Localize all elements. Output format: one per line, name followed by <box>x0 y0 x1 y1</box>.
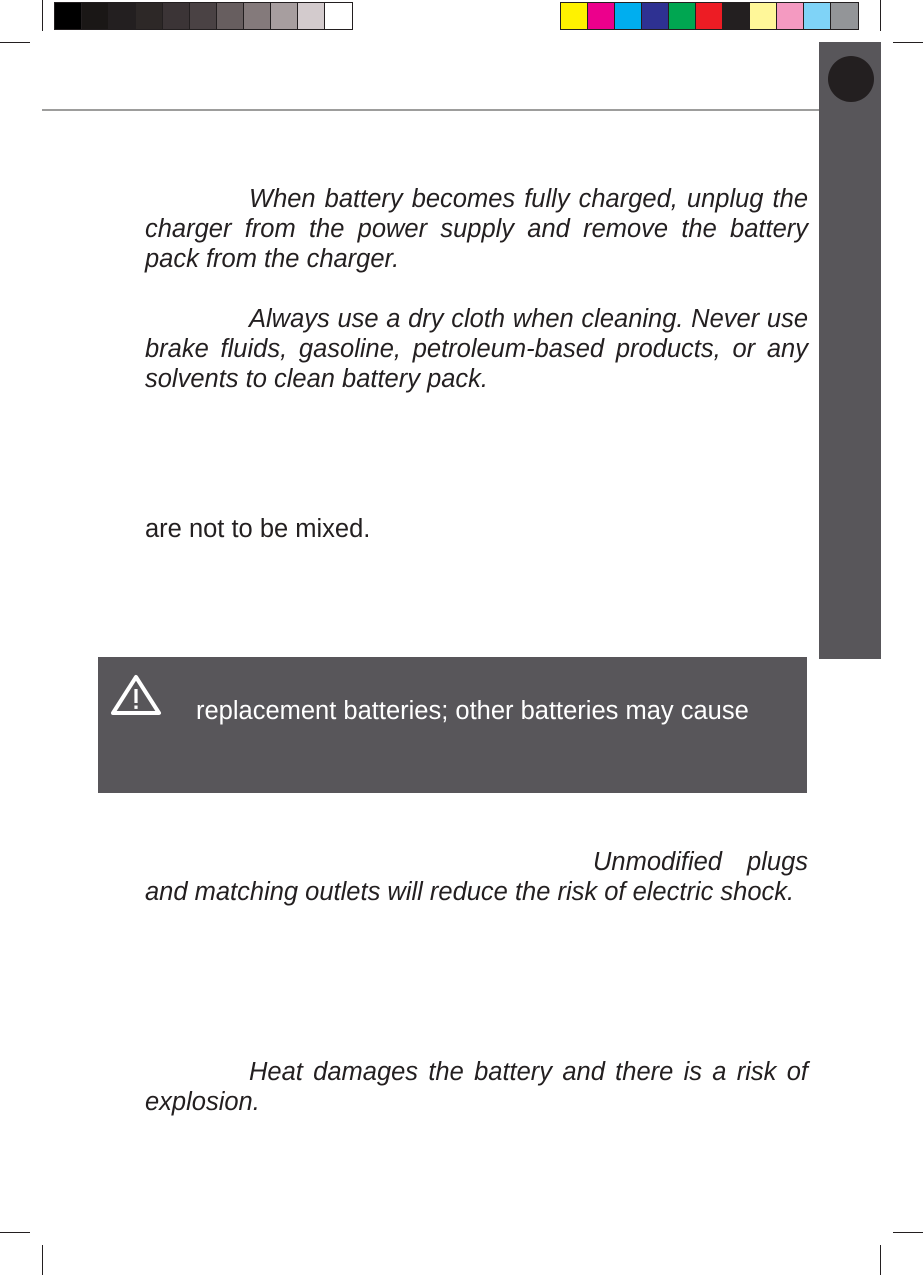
side-tab-marker <box>828 56 874 102</box>
paragraph-mixed-text: are not to be mixed. <box>145 515 371 543</box>
crop-mark <box>42 1245 43 1275</box>
color-swatch <box>831 3 858 29</box>
color-swatch <box>217 3 244 29</box>
paragraph-plugs-text: Unmodified plugs and matching outlets will reduce the risk of electric shock. <box>145 848 808 906</box>
process-color-bar <box>560 2 859 30</box>
paragraph-mixed <box>145 514 808 544</box>
paragraph-plugs <box>145 847 808 907</box>
color-swatch <box>642 3 669 29</box>
header-rule <box>42 109 820 111</box>
paragraph-heat-text: Heat damages the battery and there is a risk of explosion. <box>145 1058 808 1116</box>
crop-mark <box>42 0 43 31</box>
warning-box <box>98 657 807 793</box>
color-swatch <box>55 3 82 29</box>
color-swatch <box>696 3 723 29</box>
crop-mark <box>893 1232 923 1233</box>
crop-mark <box>880 0 881 31</box>
crop-mark <box>0 42 30 43</box>
color-swatch <box>163 3 190 29</box>
side-tab <box>819 42 881 659</box>
grayscale-color-bar <box>54 2 353 30</box>
crop-mark <box>0 1232 30 1233</box>
warning-text: replacement batteries; other batteries may cause <box>196 697 749 725</box>
warning-triangle-icon <box>110 674 162 716</box>
color-swatch <box>136 3 163 29</box>
paragraph-cleaning-text: Always use a dry cloth when cleaning. Never use brake fluids, gasoline, petroleum-based products, or any solvents to clean battery pack. <box>145 305 808 393</box>
color-swatch <box>804 3 831 29</box>
crop-mark <box>893 42 923 43</box>
color-swatch <box>669 3 696 29</box>
color-swatch <box>109 3 136 29</box>
color-swatch <box>723 3 750 29</box>
color-swatch <box>615 3 642 29</box>
paragraph-cleaning <box>145 304 808 394</box>
color-swatch <box>588 3 615 29</box>
paragraph-unplug <box>145 184 808 274</box>
color-swatch <box>325 3 352 29</box>
color-swatch <box>298 3 325 29</box>
color-swatch <box>82 3 109 29</box>
color-swatch <box>271 3 298 29</box>
color-swatch <box>244 3 271 29</box>
color-swatch <box>561 3 588 29</box>
crop-mark <box>880 1245 881 1275</box>
paragraph-unplug-text: When battery becomes fully charged, unplug the charger from the power supply and remove the battery pack from the charger. <box>145 185 808 273</box>
paragraph-heat <box>145 1057 808 1117</box>
color-swatch <box>777 3 804 29</box>
color-swatch <box>190 3 217 29</box>
color-swatch <box>750 3 777 29</box>
